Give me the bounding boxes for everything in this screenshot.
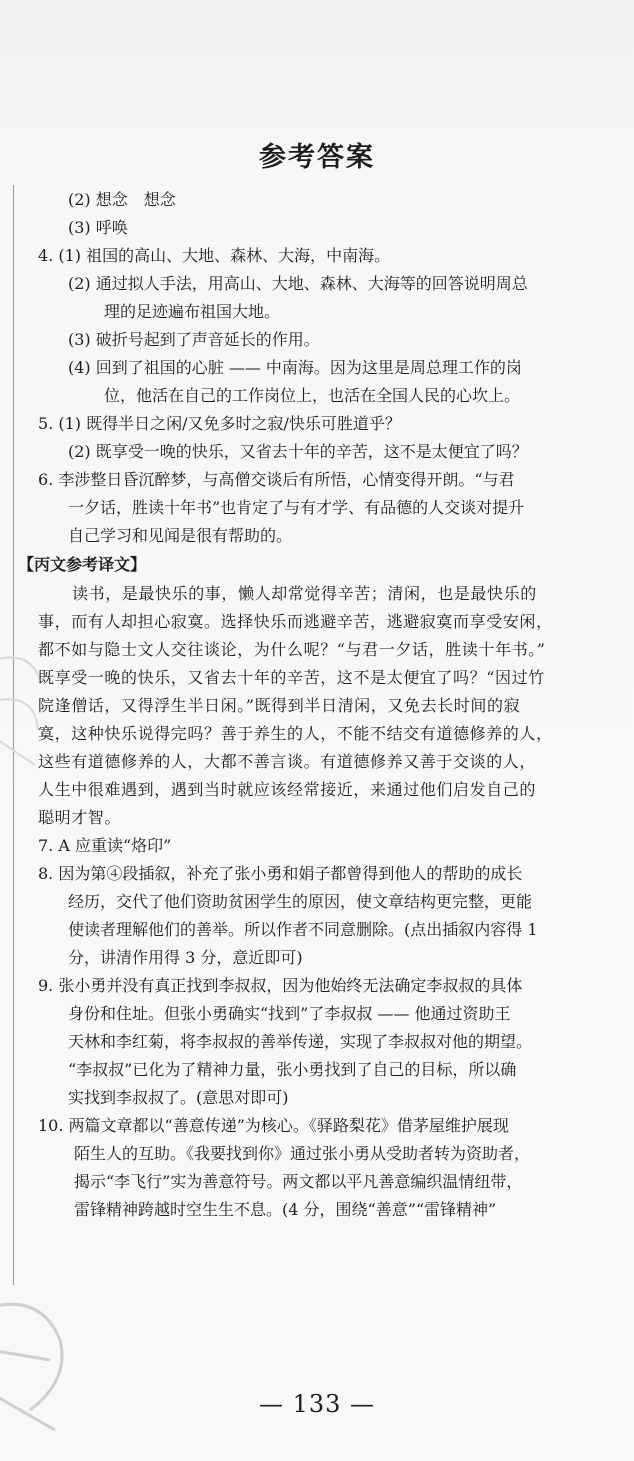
answer-line: 8. 因为第④段插叙，补充了张小勇和娟子都曾得到他人的帮助的成长 (38, 864, 523, 883)
translation-line: 人生中很难遇到，遇到当时就应该经常接近，来通过他们启发自己的 (38, 780, 537, 799)
translation-line: 既享受一晚的快乐，又省去十年的辛苦，这不是太便宜了吗？“因过竹 (38, 668, 545, 687)
answer-line: 位，他活在自己的工作岗位上，也活在全国人民的心坎上。 (104, 386, 521, 405)
answer-line: 理的足迹遍布祖国大地。 (104, 302, 281, 321)
answer-line: 揭示“李飞行”实为善意符号。两文都以平凡善意编织温情纽带， (74, 1172, 523, 1191)
answer-line: (2) 通过拟人手法，用高山、大地、森林、大海等的回答说明周总 (68, 274, 528, 293)
answer-line: “李叔叔”已化为了精神力量，张小勇找到了自己的目标，所以确 (68, 1060, 517, 1079)
answer-line: (3) 呼唤 (68, 218, 128, 237)
page-title: 参考答案 (259, 142, 375, 173)
translation-line: 事，而有人却担心寂寞。选择快乐而逃避辛苦，逃避寂寞而享受安闲， (38, 612, 553, 631)
answer-line: 陌生人的互助。《我要找到你》通过张小勇从受助者转为资助者， (74, 1144, 531, 1163)
answer-line: 雷锋精神跨越时空生生不息。(4 分，围绕“善意”“雷锋精神” (74, 1200, 497, 1219)
translation-line: 聪明才智。 (38, 808, 122, 827)
answer-line: 5. (1) 既得半日之闲/又免多时之寂/快乐可胜道乎？ (38, 414, 401, 433)
translation-line: 院逢僧话，又得浮生半日闲。”既得到半日清闲，又免去长时间的寂 (38, 696, 521, 715)
section-heading: 【丙文参考译文】 (18, 555, 147, 574)
translation-line: 都不如与隐士文人交往谈论，为什么呢？“与君一夕话，胜读十年书。” (38, 640, 546, 659)
answer-line: 使读者理解他们的善举。所以作者不同意删除。(点出插叙内容得 1 (68, 920, 538, 939)
answer-line: 9. 张小勇并没有真正找到李叔叔，因为他始终无法确定李叔叔的具体 (38, 976, 523, 995)
answer-line: 分，讲清作用得 3 分，意近即可) (68, 948, 303, 967)
answer-line: 身份和住址。但张小勇确实“找到”了李叔叔 —— 他通过资助王 (68, 1004, 511, 1023)
translation-line: 读书，是最快乐的事，懒人却常觉得辛苦；清闲，也是最快乐的 (72, 584, 537, 603)
answer-line: 10. 两篇文章都以“善意传递”为核心。《驿路梨花》借茅屋维护展现 (38, 1116, 509, 1135)
translation-line: 寞，这种快乐说得完吗？善于养生的人，不能不结交有道德修养的人， (38, 724, 553, 743)
answer-line: 6. 李涉整日昏沉醉梦，与高僧交谈后有所悟，心情变得开朗。“与君 (38, 470, 515, 489)
answer-line: 4. (1) 祖国的高山、大地、森林、大海，中南海。 (38, 246, 391, 265)
answer-line: (3) 破折号起到了声音延长的作用。 (68, 330, 320, 349)
answer-line: 实找到李叔叔了。(意思对即可) (68, 1088, 289, 1107)
answer-content (18, 186, 606, 1224)
answer-line: (4) 回到了祖国的心脏 —— 中南海。因为这里是周总理工作的岗 (68, 358, 522, 377)
answer-line: 7. A 应重读“烙印” (38, 836, 172, 855)
answer-line: (2) 既享受一晚的快乐，又省去十年的辛苦，这不是太便宜了吗？ (68, 442, 528, 461)
page-number: — 133 — (258, 1390, 376, 1418)
answer-line: 自己学习和见闻是很有帮助的。 (68, 526, 293, 545)
answer-line: 天林和李红菊，将李叔叔的善举传递，实现了李叔叔对他的期望。 (68, 1032, 533, 1051)
answer-line: (2) 想念 想念 (68, 190, 176, 209)
answer-line: 经历，交代了他们资助贫困学生的原因，使文章结构更完整，更能 (68, 892, 533, 911)
answer-line: 一夕话，胜读十年书”也肯定了与有才学、有品德的人交谈对提升 (68, 498, 525, 517)
translation-line: 这些有道德修养的人，大都不善言谈。有道德修养又善于交谈的人， (38, 752, 537, 771)
